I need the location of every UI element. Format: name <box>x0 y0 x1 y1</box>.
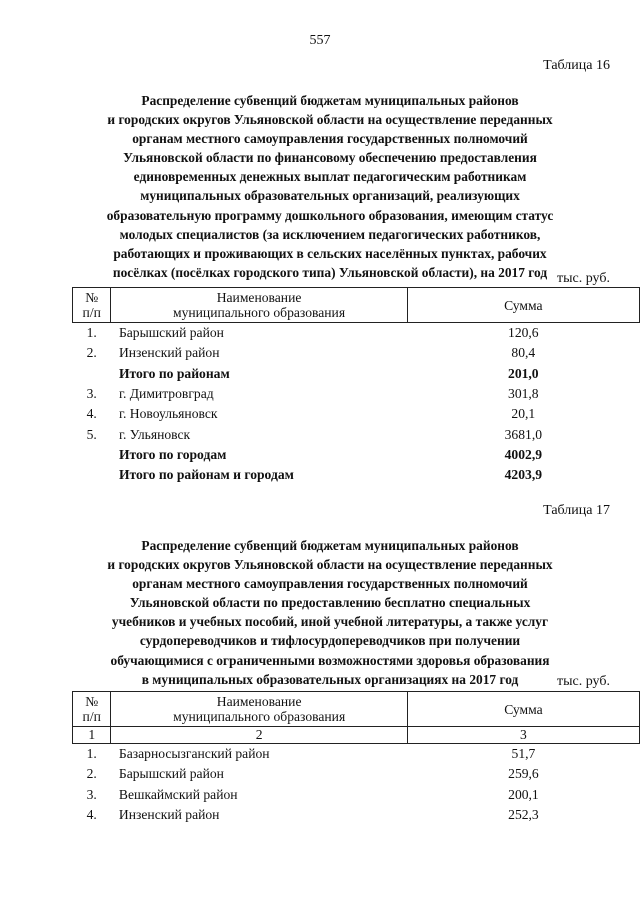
title-line: органам местного самоуправления государственных полномочий <box>132 131 528 147</box>
header-sum-cell <box>407 692 639 727</box>
header-sum-label: Сумма <box>504 701 543 717</box>
row-number: 2. <box>86 766 97 782</box>
title-line: и городских округов Ульяновской области на осуществление переданных <box>107 557 553 573</box>
table17-title <box>60 536 600 689</box>
header-num-label: № п/п <box>82 694 101 724</box>
row-sum: 80,4 <box>511 345 536 361</box>
row-name: Итого по городам <box>118 446 227 462</box>
table16-header <box>73 288 640 323</box>
row-name: Инзенский район <box>118 345 220 361</box>
row-number: 1. <box>86 746 97 762</box>
row-sum: 20,1 <box>511 406 536 422</box>
row-number <box>73 364 111 384</box>
header-sum-label: Сумма <box>504 297 543 313</box>
title-line: органам местного самоуправления государственных полномочий <box>132 576 528 592</box>
table16-body <box>73 323 640 486</box>
title-line: образовательную программу дошкольного образования, имеющим статус <box>106 207 554 223</box>
title-line: Ульяновской области по предоставлению бесплатно специальных <box>129 595 531 611</box>
row-name: Инзенский район <box>118 807 220 823</box>
row-name: г. Димитровград <box>118 386 214 402</box>
title-line: единовременных денежных выплат педагогическим работникам <box>133 169 527 185</box>
row-name: Итого по районам и городам <box>118 467 294 483</box>
header-name-label: Наименование муниципального образования <box>172 290 346 320</box>
row-sum: 200,1 <box>508 786 539 802</box>
header-num-cell <box>73 692 111 727</box>
row-number: 3. <box>86 386 97 402</box>
title-line: молодых специалистов (за исключением педагогических работников, <box>119 226 541 242</box>
row-sum: 4203,9 <box>504 467 543 483</box>
row-number <box>73 465 111 485</box>
header-num-label: № п/п <box>82 290 101 320</box>
title-line: муниципальных образовательных организаций, реализующих <box>140 188 520 204</box>
header-name-cell <box>111 692 407 727</box>
row-sum: 120,6 <box>508 325 539 341</box>
title-line: работающих и проживающих в сельских населённых пунктах, рабочих <box>113 245 547 261</box>
row-number: 3. <box>86 786 97 802</box>
index-cell: 3 <box>407 727 639 744</box>
table17-label: Таблица 17 <box>543 503 610 518</box>
table17-header <box>73 692 640 727</box>
title-line: посёлках (посёлках городского типа) Ульяновской области), на 2017 год <box>112 264 548 280</box>
table-row <box>73 805 640 825</box>
table-row <box>73 404 640 424</box>
table-row <box>73 744 640 765</box>
title-line: в муниципальных образовательных организациях на 2017 год <box>141 671 519 687</box>
table-row <box>73 785 640 805</box>
title-line: сурдопереводчиков и тифлосурдопереводчиков при получении <box>139 633 521 649</box>
row-name: г. Новоульяновск <box>118 406 218 422</box>
row-number <box>73 445 111 465</box>
row-number: 5. <box>86 426 97 442</box>
row-sum: 252,3 <box>508 807 539 823</box>
page-number: 557 <box>309 33 331 48</box>
row-sum: 51,7 <box>511 746 536 762</box>
row-sum: 301,8 <box>508 386 539 402</box>
header-sum-cell <box>407 288 639 323</box>
row-name: Базарносызганский район <box>118 746 270 762</box>
row-sum: 201,0 <box>508 365 539 381</box>
row-name: Вешкаймский район <box>118 786 238 802</box>
table16-title <box>60 91 600 282</box>
table-total-row <box>73 465 640 485</box>
index-cell: 1 <box>73 727 111 744</box>
row-sum: 3681,0 <box>504 426 543 442</box>
title-line: обучающимися с ограниченными возможностями здоровья образования <box>110 652 550 668</box>
table17-body <box>73 744 640 826</box>
table16 <box>72 287 640 485</box>
table-row <box>73 343 640 363</box>
header-num-cell <box>73 288 111 323</box>
row-number: 1. <box>86 325 97 341</box>
table-total-row <box>73 445 640 465</box>
table17-units: тыс. руб. <box>557 674 610 689</box>
index-cell: 2 <box>111 727 407 744</box>
row-name: г. Ульяновск <box>118 426 191 442</box>
row-name: Итого по районам <box>118 365 230 381</box>
table17-index-row <box>73 727 640 744</box>
row-sum: 259,6 <box>508 766 539 782</box>
header-name-label: Наименование муниципального образования <box>173 694 346 724</box>
table-total-row <box>73 364 640 384</box>
title-line: учебников и учебных пособий, иной учебной литературы, а также услуг <box>111 614 549 630</box>
table-row <box>73 384 640 404</box>
title-line: Распределение субвенций бюджетам муниципальных районов <box>141 93 519 108</box>
table-row <box>73 323 640 344</box>
row-number: 2. <box>86 345 97 361</box>
title-line: Ульяновской области по финансовому обеспечению предоставления <box>123 150 537 166</box>
row-sum: 4002,9 <box>504 446 543 462</box>
row-name: Барышский район <box>118 325 224 341</box>
header-name-cell <box>111 288 407 323</box>
table16-units: тыс. руб. <box>557 271 610 286</box>
table-row <box>73 424 640 444</box>
table17 <box>72 691 640 825</box>
table16-label: Таблица 16 <box>543 58 610 73</box>
table-row <box>73 764 640 784</box>
row-name: Барышский район <box>118 766 224 782</box>
title-line: Распределение субвенций бюджетам муниципальных районов <box>141 538 519 553</box>
row-number: 4. <box>86 807 97 823</box>
title-line: и городских округов Ульяновской области на осуществление переданных <box>107 112 553 128</box>
row-number: 4. <box>86 406 97 422</box>
